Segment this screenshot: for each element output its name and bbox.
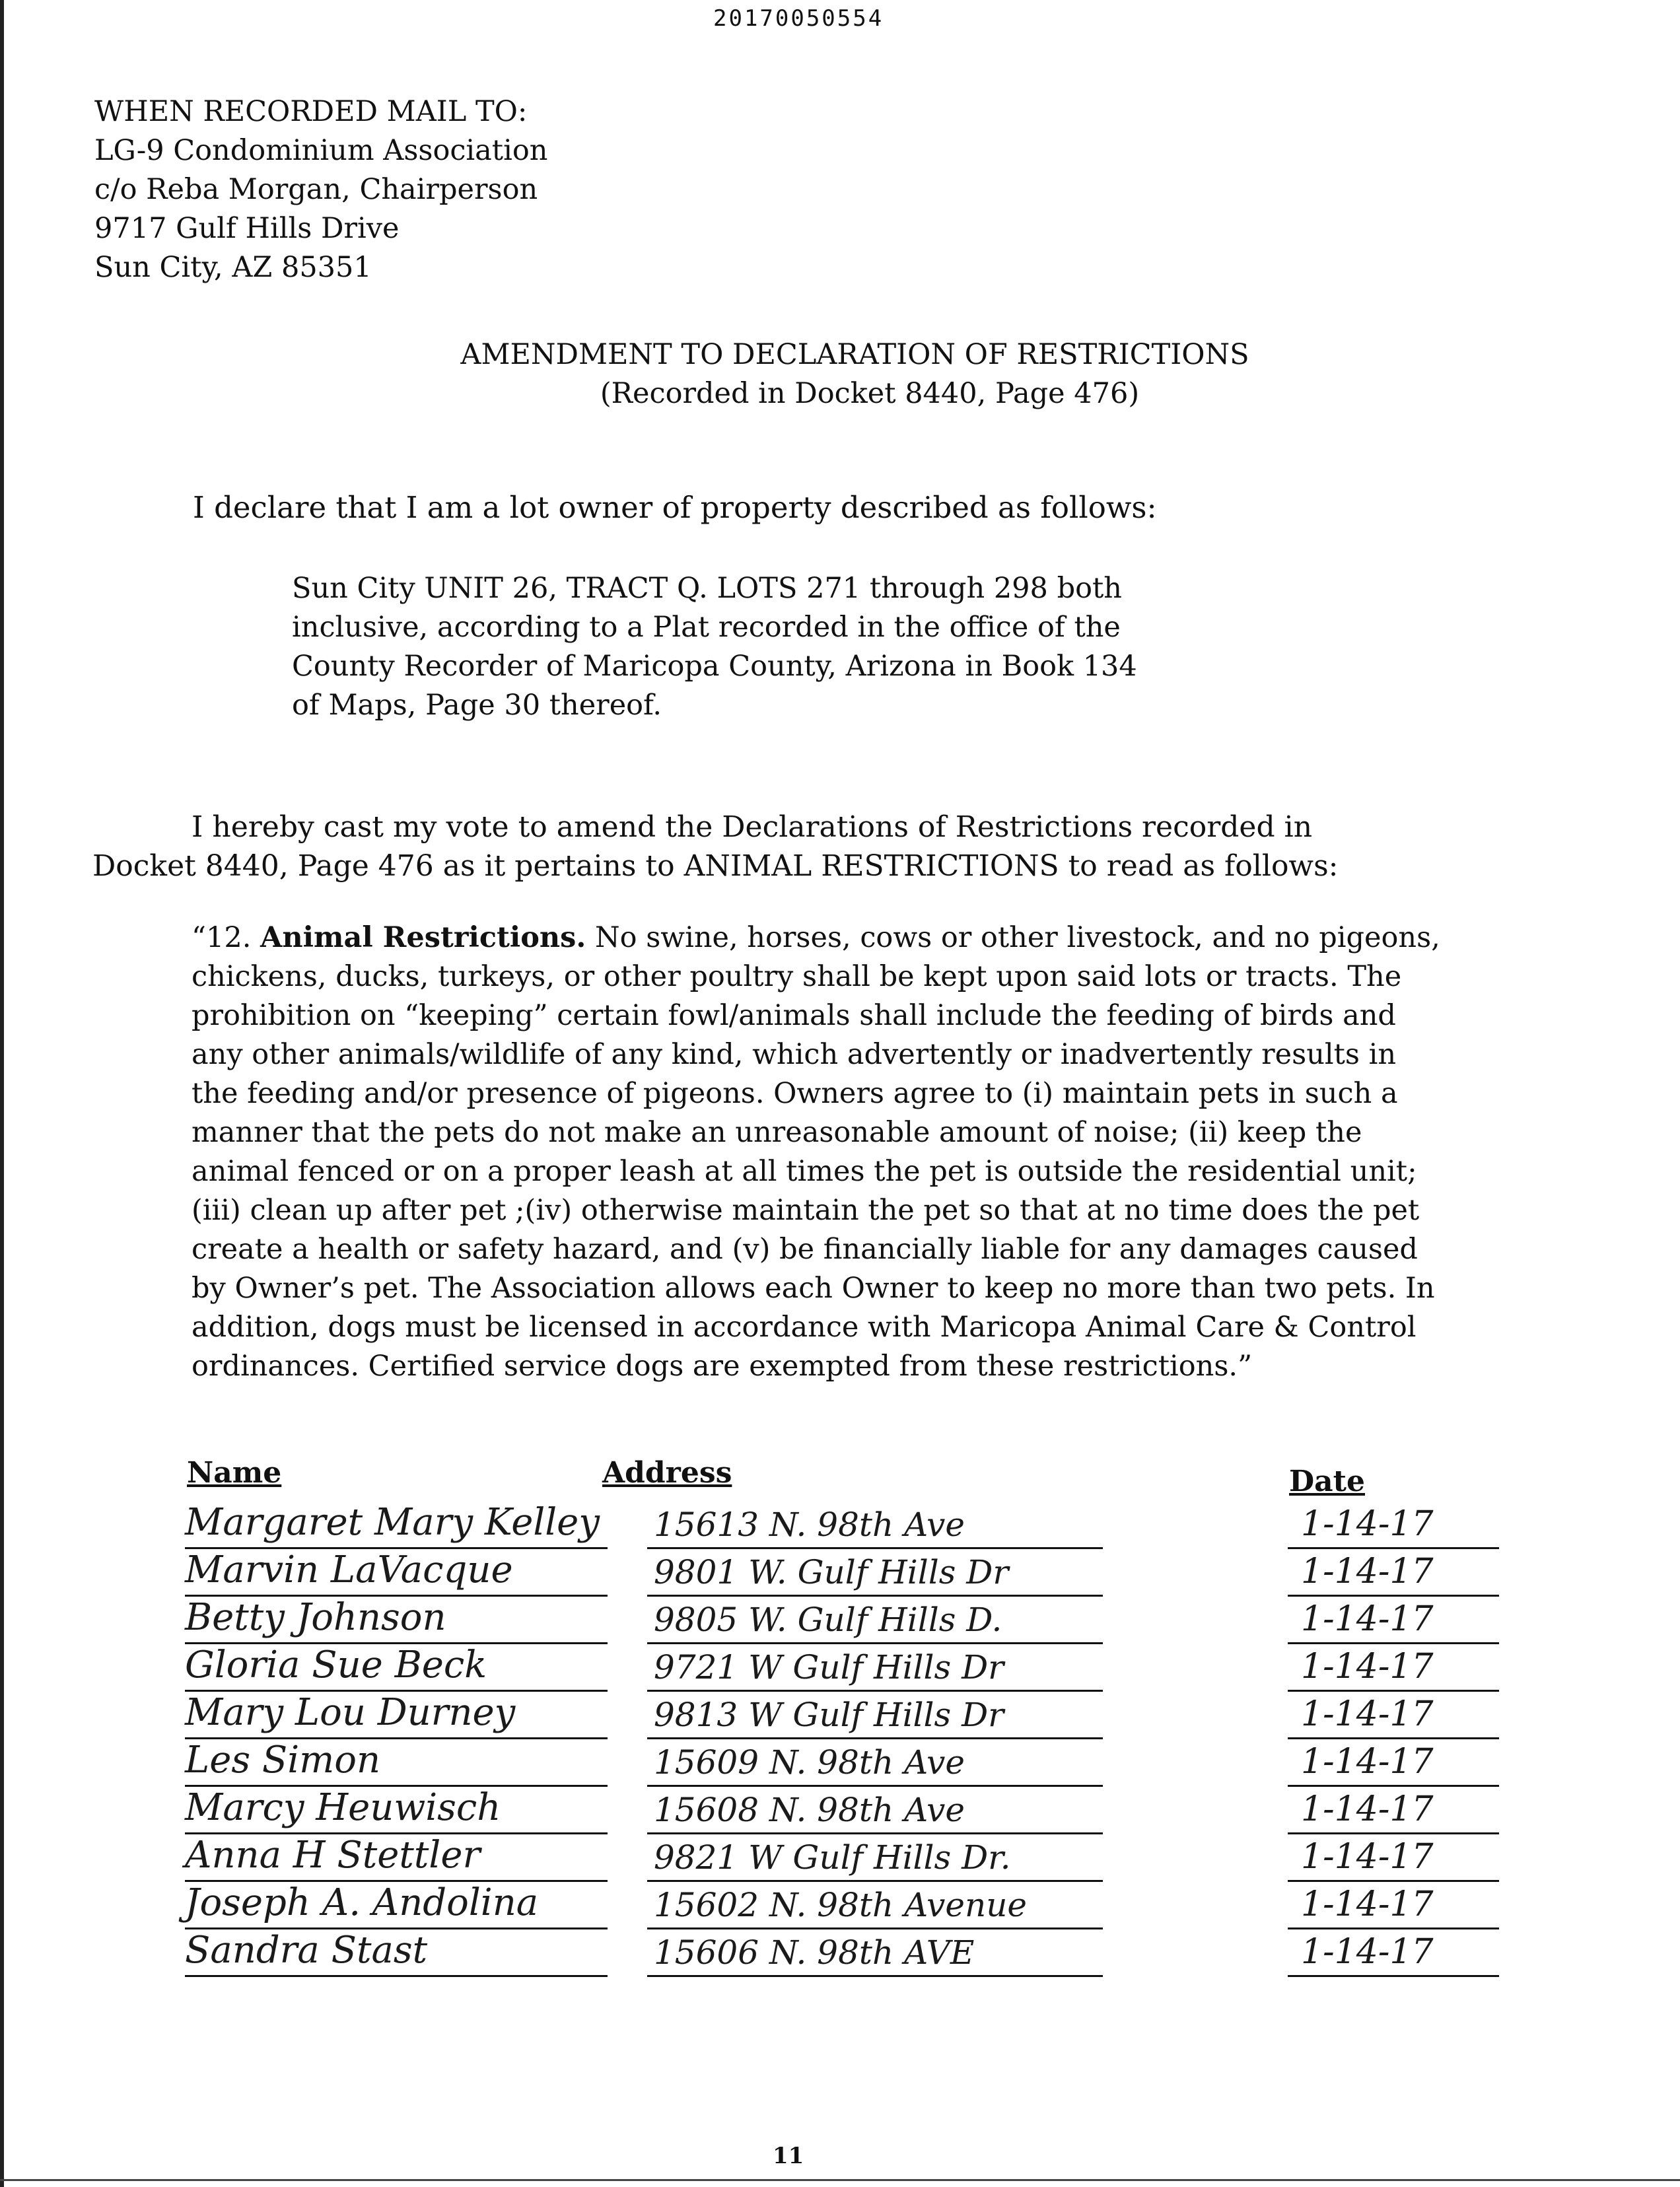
signer-address: 15609 N. 98th Ave bbox=[654, 1743, 965, 1782]
name-line bbox=[185, 1975, 608, 1977]
signer-name: Margaret Mary Kelley bbox=[185, 1501, 600, 1544]
address-line bbox=[647, 1595, 1103, 1597]
restriction-lead: “12. bbox=[192, 921, 261, 954]
recording-number: 20170050554 bbox=[713, 5, 884, 32]
signature-row bbox=[165, 1548, 1545, 1597]
mail-to-block bbox=[94, 92, 547, 287]
signature-row bbox=[165, 1929, 1545, 1977]
signed-date: 1-14-17 bbox=[1301, 1885, 1434, 1924]
signature-row bbox=[165, 1691, 1545, 1739]
signature-row bbox=[165, 1786, 1545, 1834]
signed-date: 1-14-17 bbox=[1301, 1647, 1434, 1686]
signer-name: Marcy Heuwisch bbox=[185, 1786, 501, 1829]
signer-address: 9805 W. Gulf Hills D. bbox=[654, 1601, 1002, 1639]
restriction-body: No swine, horses, cows or other livestock, and no pigeons, chickens, ducks, turkeys, or other poultry shall be kept upon said lots or tracts. The prohibition on “keeping” certain fowl/animals shall include the feeding of birds and any other animals/wildlife of any kind, which advertently or inadvertently results in the feeding and/or presence of pigeons. Owners agree to (i) maintain pets in such a manner that the pets do not make an unreasonable amount of noise; (ii) keep the animal fenced or on a proper leash at all times the pet is outside the residential unit; (iii) clean up after pet ;(iv) otherwise maintain the pet so that at no time does the pet create a health or safety hazard, and (v) be financially liable for any damages caused by Owner’s pet. The Association allows each Owner to keep no more than two pets. In addition, dogs must be licensed in accordance with Maricopa Animal Care & Control ordinances. Certified service dogs are exempted from these restrictions.” bbox=[192, 921, 1440, 1383]
date-line bbox=[1288, 1547, 1499, 1549]
column-header-address: Address bbox=[602, 1456, 732, 1490]
signer-name: Anna H Stettler bbox=[185, 1834, 481, 1877]
mail-to-heading: WHEN RECORDED MAIL TO: bbox=[94, 95, 528, 128]
animal-restriction-clause bbox=[192, 919, 1446, 1386]
signer-address: 15602 N. 98th Avenue bbox=[654, 1886, 1028, 1924]
signer-address: 15608 N. 98th Ave bbox=[654, 1791, 965, 1829]
address-line bbox=[647, 1642, 1103, 1644]
mail-to-line: LG-9 Condominium Association bbox=[94, 134, 548, 167]
signer-address: 9813 W Gulf Hills Dr bbox=[654, 1696, 1004, 1734]
signed-date: 1-14-17 bbox=[1301, 1789, 1434, 1829]
address-line bbox=[647, 1737, 1103, 1739]
title-sub: (Recorded in Docket 8440, Page 476) bbox=[600, 377, 1140, 410]
mail-to-line: Sun City, AZ 85351 bbox=[94, 251, 372, 284]
signer-name: Sandra Stast bbox=[185, 1929, 428, 1972]
page-number: 11 bbox=[773, 2143, 804, 2169]
mail-to-line: c/o Reba Morgan, Chairperson bbox=[94, 173, 538, 206]
declaration-statement: I declare that I am a lot owner of property described as follows: bbox=[193, 490, 1157, 525]
date-line bbox=[1288, 1975, 1499, 1977]
signed-date: 1-14-17 bbox=[1301, 1932, 1434, 1972]
signer-address: 15613 N. 98th Ave bbox=[654, 1506, 965, 1544]
signature-row bbox=[165, 1881, 1545, 1929]
signer-name: Marvin LaVacque bbox=[185, 1548, 513, 1591]
restriction-heading: Animal Restrictions. bbox=[260, 921, 586, 954]
signature-row bbox=[165, 1644, 1545, 1692]
address-line bbox=[647, 1927, 1103, 1929]
address-line bbox=[647, 1975, 1103, 1977]
date-line bbox=[1288, 1880, 1499, 1882]
address-line bbox=[647, 1832, 1103, 1834]
date-line bbox=[1288, 1737, 1499, 1739]
address-line bbox=[647, 1547, 1103, 1549]
date-line bbox=[1288, 1927, 1499, 1929]
signer-name: Betty Johnson bbox=[185, 1596, 446, 1639]
signed-date: 1-14-17 bbox=[1301, 1504, 1434, 1544]
document-title bbox=[0, 335, 1680, 413]
signer-address: 9821 W Gulf Hills Dr. bbox=[654, 1838, 1011, 1877]
date-line bbox=[1288, 1785, 1499, 1787]
signed-date: 1-14-17 bbox=[1301, 1552, 1434, 1591]
vote-statement: I hereby cast my vote to amend the Declarations of Restrictions recorded in Docket 8440, Page 476 as it pertains to ANIMAL RESTRICTIONS to read as follows: bbox=[92, 810, 1339, 883]
date-line bbox=[1288, 1642, 1499, 1644]
signed-date: 1-14-17 bbox=[1301, 1694, 1434, 1734]
date-line bbox=[1288, 1595, 1499, 1597]
signer-name: Joseph A. Andolina bbox=[185, 1881, 539, 1924]
signature-row bbox=[165, 1596, 1545, 1644]
address-line bbox=[647, 1880, 1103, 1882]
signer-name: Les Simon bbox=[185, 1739, 381, 1782]
address-line bbox=[647, 1785, 1103, 1787]
signature-row bbox=[165, 1739, 1545, 1787]
signed-date: 1-14-17 bbox=[1301, 1742, 1434, 1782]
scan-bottom-edge bbox=[0, 2179, 1680, 2181]
signed-date: 1-14-17 bbox=[1301, 1837, 1434, 1877]
signer-name: Mary Lou Durney bbox=[185, 1691, 516, 1734]
address-line bbox=[647, 1690, 1103, 1692]
signed-date: 1-14-17 bbox=[1301, 1599, 1434, 1639]
signer-address: 15606 N. 98th AVE bbox=[654, 1933, 975, 1972]
legal-description: Sun City UNIT 26, TRACT Q. LOTS 271 through 298 both inclusive, according to a Plat recorded in the office of the County Recorder of Maricopa County, Arizona in Book 134 of Maps, Page 30 thereof. bbox=[292, 572, 1137, 722]
signer-name: Gloria Sue Beck bbox=[185, 1644, 487, 1686]
column-header-date: Date bbox=[1289, 1465, 1365, 1498]
signature-row bbox=[165, 1834, 1545, 1882]
scan-left-edge bbox=[0, 0, 4, 2187]
date-line bbox=[1288, 1690, 1499, 1692]
date-line bbox=[1288, 1832, 1499, 1834]
signature-row bbox=[165, 1501, 1545, 1549]
title-main: AMENDMENT TO DECLARATION OF RESTRICTIONS bbox=[460, 338, 1249, 371]
column-header-name: Name bbox=[187, 1456, 282, 1490]
signer-address: 9721 W Gulf Hills Dr bbox=[654, 1648, 1004, 1686]
mail-to-line: 9717 Gulf Hills Drive bbox=[94, 212, 400, 245]
signer-address: 9801 W. Gulf Hills Dr bbox=[654, 1553, 1009, 1591]
